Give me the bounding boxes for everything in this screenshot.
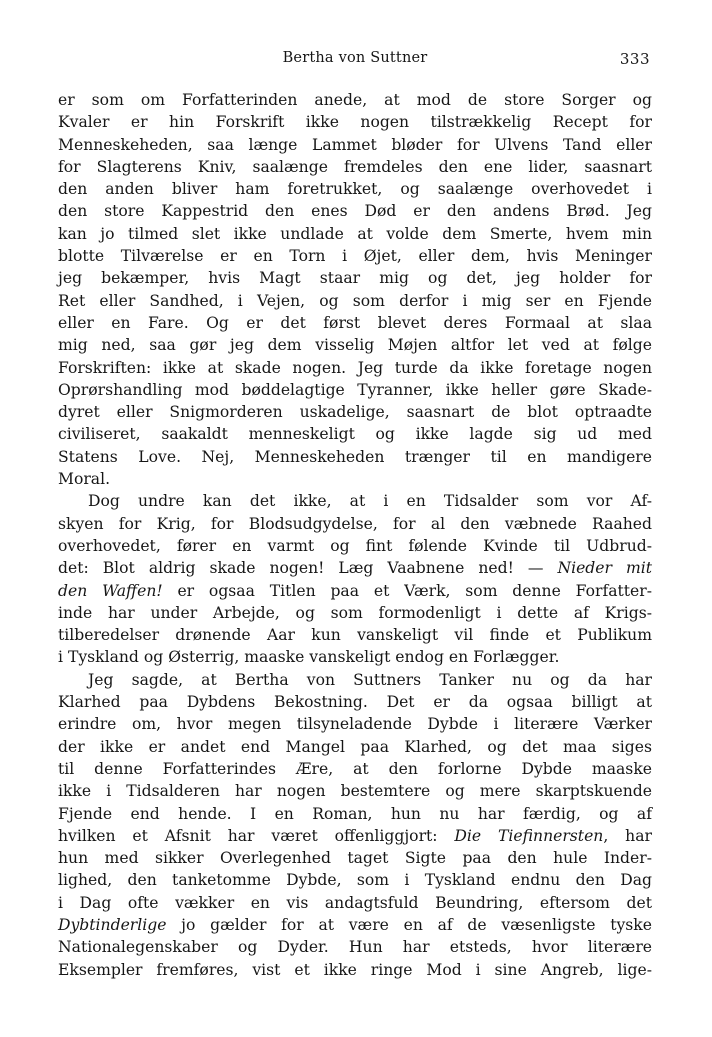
text-segment: det: Blot aldrig skade nogen! Læg Vaabnene ned! — [58,559,558,578]
text-line: Eksempler fremføres, vist et ikke ringe Mod i sine Angreb, lige- [58,960,652,979]
text-line: civiliseret, saakaldt menneskeligt og ikke lagde sig ud med [58,425,652,444]
text-line: Forskriften: ikke at skade nogen. Jeg turde da ikke foretage nogen [58,358,652,377]
text-line: Fjende end hende. I en Roman, hun nu har færdig, og af [58,804,652,823]
italic-title: Dybtinderlige [58,915,167,934]
text-line [58,825,652,847]
text-line: Statens Love. Nej, Menneskeheden trænger til en mandigere [58,447,652,466]
text-line: Oprørshandling mod bøddelagtige Tyranner, ikke heller gøre Skade- [58,380,652,399]
text-line: tilberedelser drønende Aar kun vanskeligt vil finde et Publikum [58,626,652,645]
text-line: Kvaler er hin Forskrift ikke nogen tilstrækkelig Recept for [58,113,652,132]
italic-title: Nieder mit [557,559,652,578]
text-line: den anden bliver ham foretrukket, og saalænge overhovedet i [58,180,652,199]
page-number: 333 [619,50,650,68]
text-line: den store Kappestrid den enes Død er den andens Brød. Jeg [58,202,652,221]
text-line: Moral. [58,470,111,489]
text-line: erindre om, hvor megen tilsyneladende Dybde i literære Værker [58,715,652,734]
body-text [58,89,652,981]
text-line: ikke i Tidsalderen har nogen bestemtere og mere skarptskuende [58,782,652,801]
text-line: Dog undre kan det ikke, at i en Tidsalder som vor Af- [88,492,652,511]
text-line: overhovedet, fører en varmt og fint følende Kvinde til Udbrud- [58,536,652,555]
text-segment: er ogsaa Titlen paa et Værk, som denne Forfatter- [162,581,653,600]
text-line: jeg bekæmper, hvis Magt staar mig og det, jeg holder for [58,269,652,288]
text-line: eller en Fare. Og er det først blevet deres Formaal at slaa [58,313,652,332]
text-line: lighed, den tanketomme Dybde, som i Tyskland endnu den Dag [58,871,652,890]
text-line: der ikke er andet end Mangel paa Klarhed, og det maa siges [58,737,652,756]
text-line: dyret eller Snigmorderen uskadelige, saasnart de blot optraadte [58,403,652,422]
text-line: skyen for Krig, for Blodsudgydelse, for al den væbnede Raahed [58,514,652,533]
text-line: Klarhed paa Dybdens Bekostning. Det er da ogsaa billigt at [58,693,652,712]
text-line: for Slagterens Kniv, saalænge fremdeles den ene lider, saasnart [58,157,652,176]
text-line [58,914,652,936]
text-segment: , har [603,826,652,845]
text-line: Menneskeheden, saa længe Lammet bløder for Ulvens Tand eller [58,135,652,154]
text-line: Ret eller Sandhed, i Vejen, og som derfor i mig ser en Fjende [58,291,652,310]
text-line: i Tyskland og Østerrig, maaske vanskeligt endog en Forlægger. [58,648,560,667]
text-line: inde har under Arbejde, og som formodenligt i dette af Krigs- [58,603,652,622]
text-line: mig ned, saa gør jeg dem visselig Møjen altfor let ved at følge [58,336,652,355]
text-segment: hvilken et Afsnit har været offenliggjort: [58,826,455,845]
text-line [58,557,652,579]
italic-title: Die Tiefinnersten [454,826,604,845]
text-line: kan jo tilmed slet ikke undlade at volde dem Smerte, hvem min [58,224,652,243]
italic-title: den Waffen! [58,581,163,600]
text-line: til denne Forfatterindes Ære, at den forlorne Dybde maaske [58,759,652,778]
running-title: Bertha von Suttner [282,50,428,66]
text-line: Jeg sagde, at Bertha von Suttners Tanker nu og da har [88,670,652,689]
text-line: er som om Forfatterinden anede, at mod de store Sorger og [58,91,652,109]
text-line: blotte Tilværelse er en Torn i Øjet, eller dem, hvis Meninger [58,247,652,266]
text-line: Nationalegenskaber og Dyder. Hun har etsteds, hvor literære [58,938,652,957]
text-line: hun med sikker Overlegenhed taget Sigte paa den hule Inder- [58,849,652,868]
text-line [58,580,652,602]
text-segment: jo gælder for at være en af de væsenligste tyske [166,915,652,934]
book-page [58,0,652,1037]
page-header [58,50,652,72]
text-line: i Dag ofte vækker en vis andagtsfuld Beundring, eftersom det [58,893,652,912]
